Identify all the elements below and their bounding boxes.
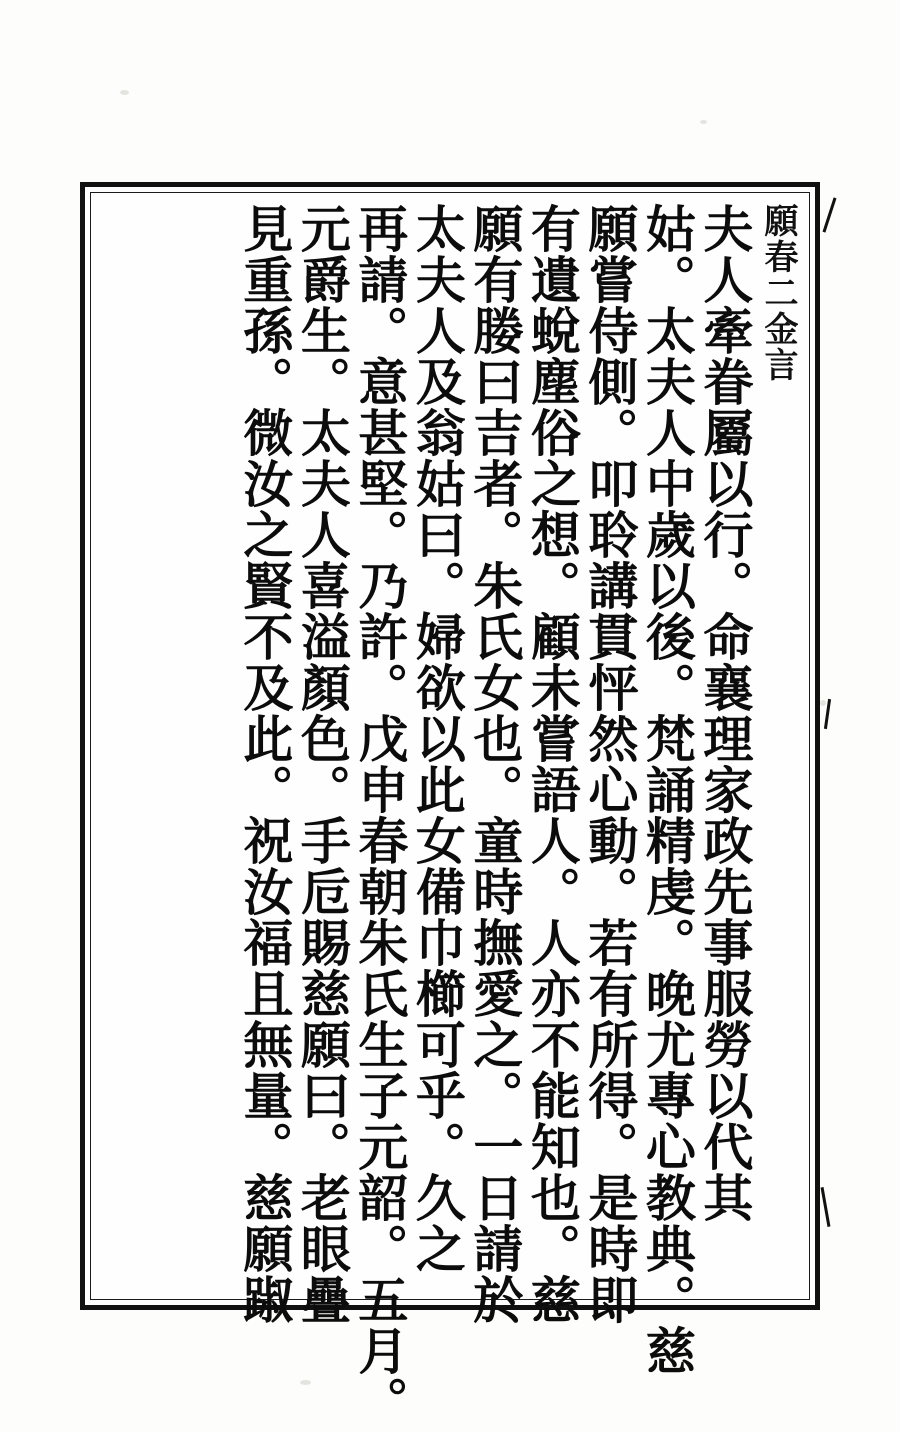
text-column-9: 見重孫。微汝之賢不及此。祝汝福且無量。慈願踧	[235, 203, 295, 1325]
text-column-5: 願有媵曰吉者。朱氏女也。童時撫愛之。一日請於	[465, 203, 525, 1325]
text-column-6: 太夫人及翁姑曰。婦欲以此女備巾櫛可乎。久之	[407, 203, 467, 1274]
text-column-4: 有遺蛻塵俗之想。顧未嘗語人。人亦不能知也。慈	[522, 203, 582, 1325]
text-column-3: 願嘗侍側。叩聆講貫怦然心動。若有所得。是時即	[580, 203, 640, 1325]
paper-speck	[300, 1380, 311, 1385]
text-block-frame	[80, 182, 820, 1427]
paper-speck	[120, 90, 129, 95]
text-column-1: 夫人牽眷屬以行。命襄理家政先事服勞以代其	[695, 203, 755, 1223]
text-columns	[99, 203, 801, 1427]
paper-speck	[700, 120, 707, 124]
text-column-2: 姑。太夫人中歲以後。梵誦精虔。晚尤專心教典。慈	[637, 203, 697, 1376]
text-column-7: 再請。意甚堅。乃許。戊申春朝朱氏生子元韶。五月。	[350, 203, 410, 1427]
paper-speck	[820, 700, 826, 706]
book-title-column: 願春二金言	[758, 203, 798, 383]
text-column-8: 元爵生。太夫人喜溢顏色。手卮賜慈願曰。老眼疊	[292, 203, 352, 1325]
